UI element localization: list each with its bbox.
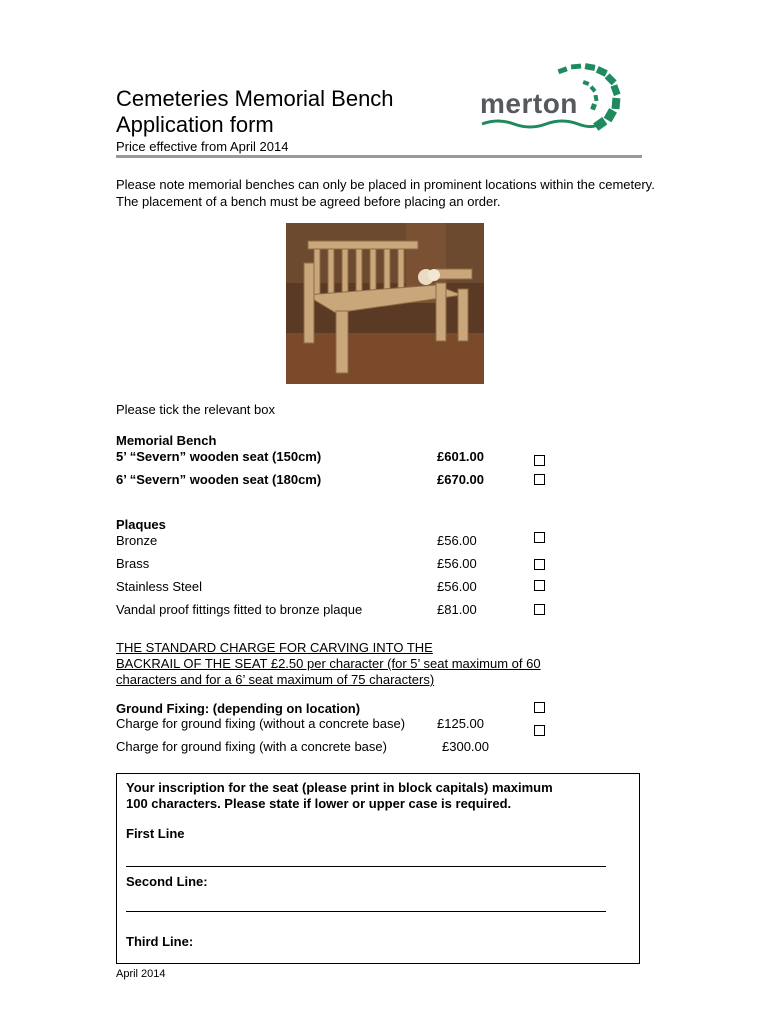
ground-no-base-checkbox[interactable]: [534, 702, 545, 713]
plaque-vandal-checkbox[interactable]: [534, 604, 545, 615]
second-line-label: Second Line:: [126, 874, 208, 889]
plaque-item-price: £56.00: [437, 579, 477, 594]
header-divider: [116, 155, 642, 158]
plaque-bronze-checkbox[interactable]: [534, 532, 545, 543]
third-line-label: Third Line:: [126, 934, 194, 949]
bench-photo: [286, 223, 484, 384]
title-line-1: Cemeteries Memorial Bench: [116, 86, 394, 111]
bench-heading: Memorial Bench: [116, 433, 217, 448]
first-line-input[interactable]: [126, 866, 606, 867]
carving-note-line-1: THE STANDARD CHARGE FOR CARVING INTO THE: [116, 640, 433, 655]
bench-item-price: £601.00: [437, 449, 484, 464]
plaque-item-price: £56.00: [437, 533, 477, 548]
ground-item-label: Charge for ground fixing (without a concrete base): [116, 716, 406, 731]
ground-item-price: £125.00: [437, 716, 484, 731]
ground-item-label: Charge for ground fixing (with a concrete base): [116, 739, 387, 754]
carving-note-line-3: characters and for a 6’ seat maximum of 75 characters): [116, 672, 435, 687]
tick-prompt: Please tick the relevant box: [116, 402, 275, 417]
carving-note-line-2: BACKRAIL OF THE SEAT £2.50 per character (for 5’ seat maximum of 60: [116, 656, 541, 671]
plaque-item-price: £81.00: [437, 602, 477, 617]
bench-item-label: 6’ “Severn” wooden seat (180cm): [116, 472, 322, 487]
subtitle: Price effective from April 2014: [116, 139, 289, 154]
ground-concrete-checkbox[interactable]: [534, 725, 545, 736]
footer-date: April 2014: [116, 968, 166, 980]
plaque-brass-checkbox[interactable]: [534, 559, 545, 570]
bench-6ft-checkbox[interactable]: [534, 474, 545, 485]
bench-item-price: £670.00: [437, 472, 484, 487]
inscription-box: [116, 773, 640, 964]
bench-item-label: 5’ “Severn” wooden seat (150cm): [116, 449, 322, 464]
inscription-instructions-1: Your inscription for the seat (please print in block capitals) maximum: [126, 780, 553, 795]
plaque-stainless-checkbox[interactable]: [534, 580, 545, 591]
second-line-input[interactable]: [126, 911, 606, 912]
plaque-item-label: Bronze: [116, 533, 158, 548]
plaques-heading: Plaques: [116, 517, 166, 532]
plaque-item-label: Brass: [116, 556, 150, 571]
first-line-label: First Line: [126, 826, 185, 841]
logo-text: merton: [480, 88, 578, 119]
bench-5ft-checkbox[interactable]: [534, 455, 545, 466]
ground-item-price: £300.00: [442, 739, 489, 754]
title-line-2: Application form: [116, 112, 274, 137]
plaque-item-price: £56.00: [437, 556, 477, 571]
plaque-item-label: Vandal proof fittings fitted to bronze plaque: [116, 602, 363, 617]
intro-text: Please note memorial benches can only be placed in prominent locations within the cemetery. The placement of a bench must be agreed before placing an order.: [116, 177, 655, 209]
page-title: [116, 86, 394, 138]
plaque-item-label: Stainless Steel: [116, 579, 202, 594]
inscription-instructions-2: 100 characters. Please state if lower or upper case is required.: [126, 796, 512, 811]
ground-heading: Ground Fixing: (depending on location): [116, 701, 361, 716]
merton-logo: [478, 62, 638, 140]
